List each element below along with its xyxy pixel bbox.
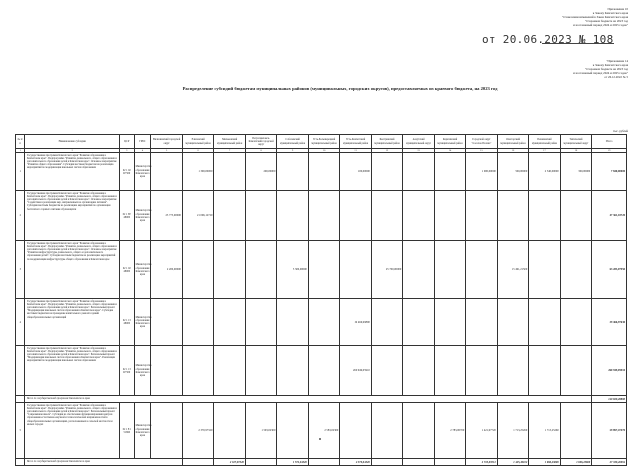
csr-code: 02 1 02 R7500 xyxy=(119,153,134,191)
row-number xyxy=(16,396,25,403)
subtotal-label: Всего по государственной программе Камчатского края xyxy=(25,396,592,403)
column-number: 5 xyxy=(151,149,182,153)
amount-cell xyxy=(497,191,528,241)
amount-cell: 21 006,12720 xyxy=(182,191,213,241)
column-number: 7 xyxy=(214,149,245,153)
csr-code: 02 1 Е1 51690 xyxy=(119,403,134,459)
amount-cell xyxy=(277,299,308,346)
row-number: 1 xyxy=(16,153,25,191)
amount-cell xyxy=(308,153,339,191)
row-total: 63 283,07950 xyxy=(592,241,627,299)
grbs-name: Министерство образования Камчатского края xyxy=(134,153,151,191)
amount-cell: 100,00000 xyxy=(340,153,371,191)
scan-mark xyxy=(319,438,321,440)
amount-cell: 1 300,00000 xyxy=(182,153,213,191)
row-number: 3 xyxy=(16,241,25,299)
subtotal-row xyxy=(16,459,627,466)
amount-cell xyxy=(434,191,465,241)
column-number: 18 xyxy=(560,149,591,153)
amount-cell xyxy=(214,191,245,241)
amount-cell: 1 713,25260 xyxy=(529,403,560,459)
column-header: Городской округ "поселок Палана" xyxy=(466,135,497,149)
amount-cell xyxy=(245,346,276,396)
amount-cell xyxy=(497,299,528,346)
column-header: № п/п xyxy=(16,135,25,149)
subtotal-row xyxy=(16,396,627,403)
grbs-name: Министерство образования Камчатского края xyxy=(134,403,151,459)
csr-code: 02 1 13 R7500 xyxy=(119,346,134,396)
amount-cell xyxy=(214,241,245,299)
amount-cell xyxy=(371,191,402,241)
amount-cell: 5 300,00000 xyxy=(277,241,308,299)
grbs-name: Министерство образования Камчатского края xyxy=(134,241,151,299)
amount-cell xyxy=(151,153,182,191)
row-total: 39 466,97630 xyxy=(592,299,627,346)
amount-cell: 25 775,00000 xyxy=(151,191,182,241)
amount-cell xyxy=(308,299,339,346)
amount-cell xyxy=(308,346,339,396)
column-header: Пенжинский муниципальный район xyxy=(529,135,560,149)
amount-cell xyxy=(151,299,182,346)
amount-cell xyxy=(529,191,560,241)
amount-cell xyxy=(560,346,591,396)
subtotal-amount: 2 710,03512 xyxy=(466,459,497,466)
grbs-name: Министерство образования Камчатского края xyxy=(134,346,151,396)
amount-cell xyxy=(434,346,465,396)
column-header: ГРБС xyxy=(134,135,151,149)
document-title: Распределение субсидий бюджетам муниципальных районов (муниципальных, городских округов), предоставляемых из краевого бюджета, на 2023 год xyxy=(182,86,498,91)
column-number: 10 xyxy=(308,149,339,153)
amount-cell: 2 540,00000 xyxy=(529,153,560,191)
column-number: 2 xyxy=(25,149,119,153)
column-number: 6 xyxy=(182,149,213,153)
subtotal-amount: 2 370,04320 xyxy=(340,459,371,466)
subtotal-amount xyxy=(403,459,434,466)
csr-code: 02 1 13 48000 xyxy=(119,299,134,346)
subtotal-amount xyxy=(434,459,465,466)
amount-cell xyxy=(560,299,591,346)
header-line: и на плановый период 2024 и 2025 годов" xyxy=(573,22,628,27)
header-approval-top xyxy=(478,8,628,28)
amount-cell xyxy=(151,346,182,396)
row-total: 260 949,05910 xyxy=(592,346,627,396)
table-row xyxy=(16,241,627,299)
column-number: 14 xyxy=(434,149,465,153)
column-header: Усть-Большерецкий муниципальный район xyxy=(308,135,339,149)
subtotal-value: 149 829,28880 xyxy=(592,396,627,403)
subsidy-description: Государственная программа Камчатского края "Развитие образования в Камчатском крае". Подпрограмма "Развитие дошкольного, общего образования и дополнительного образования детей в Камчатском крае". Основное мероприятие "Развитие инфраструктуры дошкольного, общего и дополнительного образования детей". Субсидия местным бюджетам на реализацию мероприятий по модернизации инфраструктуры общего образования в Камчатском крае xyxy=(25,241,119,299)
amount-cell xyxy=(529,241,560,299)
amount-cell xyxy=(403,346,434,396)
amount-cell xyxy=(560,241,591,299)
amount-cell xyxy=(466,241,497,299)
amount-cell xyxy=(466,346,497,396)
subsidy-description: Государственная программа Камчатского края "Развитие образования в Камчатском крае". Подпрограмма "Развитие дошкольного, общего образования и дополнительного образования детей в Камчатском крае". Основное мероприятие "Развитие общего образования". Субсидия местным бюджетам на реализацию мероприятий по модернизации школьных систем образования xyxy=(25,153,119,191)
amount-cell xyxy=(151,403,182,459)
amount-cell xyxy=(529,299,560,346)
amount-cell xyxy=(434,153,465,191)
amount-cell xyxy=(466,299,497,346)
amount-cell xyxy=(529,346,560,396)
amount-cell xyxy=(403,403,434,459)
amount-cell xyxy=(182,241,213,299)
column-header: Итого xyxy=(592,135,627,149)
amount-cell xyxy=(182,346,213,396)
table-row xyxy=(16,403,627,459)
subtotal-amount: 1 696,23600 xyxy=(529,459,560,466)
amount-cell: 500,00000 xyxy=(497,153,528,191)
amount-cell xyxy=(497,346,528,396)
header-line: Приложение 10 xyxy=(607,7,628,11)
row-total: 7 840,00000 xyxy=(592,153,627,191)
column-number: 19 xyxy=(592,149,627,153)
header-line: к Закону Камчатского края xyxy=(592,62,628,67)
column-header: Быстринский муниципальный район xyxy=(371,135,402,149)
amount-cell xyxy=(403,299,434,346)
amount-cell xyxy=(340,241,371,299)
amount-cell xyxy=(277,403,308,459)
subtotal-amount xyxy=(308,459,339,466)
amount-cell: 300,00000 xyxy=(560,153,591,191)
grbs-name: Министерство образования Камчатского края xyxy=(134,299,151,346)
column-header: Елизовский муниципальный район xyxy=(182,135,213,149)
csr-code: 02 1 02 48000 xyxy=(119,241,134,299)
subsidy-table xyxy=(15,134,627,466)
subtotal-amount: 1 425,49012 xyxy=(497,459,528,466)
amount-cell: 1 000,00000 xyxy=(466,153,497,191)
amount-cell: 2 783,00700 xyxy=(434,403,465,459)
amount-cell: 1 593,02300 xyxy=(245,403,276,459)
amount-cell xyxy=(245,299,276,346)
header-line: к Закону Камчатского края xyxy=(592,10,628,15)
column-number: 17 xyxy=(529,149,560,153)
amount-cell xyxy=(340,191,371,241)
row-number: 5 xyxy=(16,403,25,459)
amount-cell xyxy=(403,241,434,299)
column-number: 4 xyxy=(134,149,151,153)
subtotal-value: 27 339,40094 xyxy=(592,459,627,466)
date-stamp xyxy=(482,33,614,46)
amount-cell xyxy=(371,346,402,396)
amount-cell xyxy=(466,191,497,241)
header-row xyxy=(16,135,627,149)
column-number: 15 xyxy=(466,149,497,153)
amount-cell xyxy=(214,153,245,191)
amount-cell xyxy=(214,403,245,459)
column-number: 9 xyxy=(277,149,308,153)
column-header: Соболевский муниципальный район xyxy=(277,135,308,149)
amount-cell xyxy=(371,299,402,346)
table-row xyxy=(16,153,627,191)
amount-cell xyxy=(214,346,245,396)
amount-cell xyxy=(308,191,339,241)
row-total: 29 897,47470 xyxy=(592,403,627,459)
csr-code: 02 1 3E 48000 xyxy=(119,191,134,241)
amount-cell xyxy=(308,241,339,299)
amount-cell: 2 583,02300 xyxy=(308,403,339,459)
unit-label: тыс. рублей xyxy=(613,129,628,133)
table-row xyxy=(16,299,627,346)
row-total: 47 361,18720 xyxy=(592,191,627,241)
column-number: 1 xyxy=(16,149,25,153)
column-number: 12 xyxy=(371,149,402,153)
column-number: 16 xyxy=(497,149,528,153)
subtotal-amount: 2 327,97320 xyxy=(214,459,245,466)
amount-cell: 1 421,97720 xyxy=(466,403,497,459)
column-number: 11 xyxy=(340,149,371,153)
amount-cell xyxy=(371,403,402,459)
row-number: 4 xyxy=(16,299,25,346)
amount-cell: 1 713,25260 xyxy=(497,403,528,459)
amount-cell xyxy=(403,153,434,191)
column-number: 3 xyxy=(119,149,134,153)
amount-cell: 19 466,99800 xyxy=(340,299,371,346)
amount-cell xyxy=(434,299,465,346)
column-header: Вилючинский городской округ xyxy=(151,135,182,149)
header-line: от 26.12.2022 № 5 xyxy=(604,74,628,79)
subsidy-description: Государственная программа Камчатского края "Развитие образования в Камчатском крае". Подпрограмма "Развитие дошкольного, общего образования и дополнительного образования детей в Камчатском крае". Основное мероприятие "Содействие в реализации мер, направленных на организацию питания". Субсидия местным бюджетам на реализацию мероприятий по организации бесплатного горячего питания обучающихся xyxy=(25,191,119,241)
amount-cell xyxy=(277,346,308,396)
column-header: Усть-Камчатский муниципальный район xyxy=(340,135,371,149)
column-header: Карагинский муниципальный район xyxy=(434,135,465,149)
header-line: "О краевом бюджете на 2023 год xyxy=(585,18,628,23)
amount-cell: 2 200,00000 xyxy=(151,241,182,299)
row-number: 2 xyxy=(16,191,25,241)
column-header: Наименование субсидии xyxy=(25,135,119,149)
header-approval-bottom xyxy=(468,60,628,80)
amount-cell xyxy=(434,241,465,299)
grbs-name: Министерство образования Камчатского края xyxy=(134,191,151,241)
column-header: Алеутский муниципальный округ xyxy=(403,135,434,149)
amount-cell: 200,00000 xyxy=(245,153,276,191)
amount-cell xyxy=(371,153,402,191)
amount-cell xyxy=(560,403,591,459)
amount-cell xyxy=(182,299,213,346)
column-header: ЦСР xyxy=(119,135,134,149)
header-line: "Приложение 14 xyxy=(606,59,628,63)
row-number xyxy=(16,346,25,396)
subsidy-description: Государственная программа Камчатского края "Развитие образования в Камчатском крае". Подпрограмма "Развитие дошкольного, общего образования и дополнительного образования детей в Камчатском крае". Региональный проект "Модернизация школьных систем образования в Камчатском крае". Субсидия местным бюджетам на проведение капитального ремонта зданий общеобразовательных организаций xyxy=(25,299,119,346)
subtotal-amount: 1 696,23600 xyxy=(560,459,591,466)
subtotal-amount xyxy=(245,459,276,466)
amount-cell xyxy=(403,191,434,241)
date-stamp-text: от 20.06.2023 № 108 xyxy=(482,33,614,46)
subtotal-amount xyxy=(371,459,402,466)
amount-cell xyxy=(560,191,591,241)
column-number: 13 xyxy=(403,149,434,153)
amount-cell: 25 700,00000 xyxy=(371,241,402,299)
amount-cell xyxy=(245,241,276,299)
column-number: 8 xyxy=(245,149,276,153)
row-number xyxy=(16,459,25,466)
header-line: "О краевом бюджете на 2023 год xyxy=(585,66,628,71)
amount-cell xyxy=(277,191,308,241)
column-header: Олюторский муниципальный район xyxy=(497,135,528,149)
amount-cell xyxy=(340,403,371,459)
table-row xyxy=(16,346,627,396)
table-row xyxy=(16,191,627,241)
amount-cell xyxy=(245,191,276,241)
header-line: и на плановый период 2024 и 2025 годов" xyxy=(573,70,628,75)
amount-cell xyxy=(214,299,245,346)
column-header: Петропавловск-Камчатский городской округ xyxy=(245,135,276,149)
amount-cell: 2 370,97320 xyxy=(182,403,213,459)
subtotal-amount xyxy=(182,459,213,466)
subtotal-amount: 1 572,94320 xyxy=(277,459,308,466)
amount-cell: 260 949,05910 xyxy=(340,346,371,396)
subtotal-label: Всего по государственной программе Камчатского края xyxy=(25,459,182,466)
amount-cell: 15 491,21500 xyxy=(497,241,528,299)
amount-cell xyxy=(277,153,308,191)
column-header: Тигильский муниципальный округ xyxy=(560,135,591,149)
subsidy-description: Государственная программа Камчатского края "Развитие образования в Камчатском крае". Подпрограмма "Развитие дошкольного, общего образования и дополнительного образования детей в Камчатском крае". Региональный проект "Модернизация школьных систем образования в Камчатском крае". Реализация мероприятий по модернизации школьных систем образования xyxy=(25,346,119,396)
header-line: "О внесении изменений в Закон Камчатского края xyxy=(562,14,628,19)
subsidy-description: Государственная программа Камчатского края "Развитие образования в Камчатском крае". Подпрограмма "Развитие дошкольного, общего образования и дополнительного образования детей в Камчатском крае". Региональный проект "Современная школа". Субсидия на обеспечение функционирования центров образования естественно-научной и технологической направленностей в общеобразовательных организациях, расположенных в сельской местности и малых городах xyxy=(25,403,119,459)
stamp-underline xyxy=(542,43,614,44)
column-header: Мильковский муниципальный район xyxy=(214,135,245,149)
